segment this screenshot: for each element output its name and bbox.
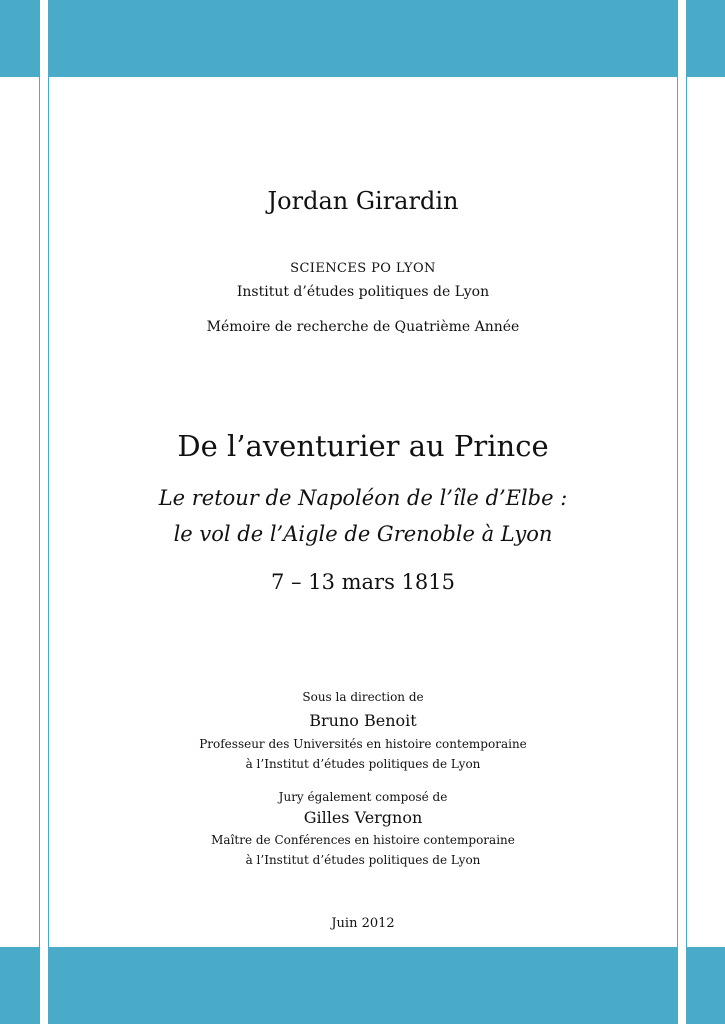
left-inner-rule	[48, 0, 49, 1024]
author-name: Jordan Girardin	[267, 187, 459, 215]
institute-name: Institut d’études politiques de Lyon	[236, 284, 490, 300]
direction-label: Sous la direction de	[302, 690, 424, 704]
date-range: 7 – 13 mars 1815	[271, 570, 455, 594]
left-outer-rule	[39, 0, 40, 1024]
right-outer-rule	[686, 0, 687, 1024]
director-role-line-2: à l’Institut d’études politiques de Lyon	[245, 757, 481, 771]
director-role-line-1: Professeur des Universités en histoire contemporaine	[199, 737, 527, 751]
right-inner-rule	[677, 0, 678, 1024]
top-left-band	[0, 0, 39, 77]
top-right-band	[687, 0, 725, 77]
bottom-right-band	[687, 947, 725, 1024]
thesis-type: Mémoire de recherche de Quatrième Année	[206, 319, 520, 335]
top-center-band	[49, 0, 677, 77]
subtitle-line-1: Le retour de Napoléon de l’île d’Elbe :	[158, 486, 568, 510]
jury-role-line-2: à l’Institut d’études politiques de Lyon	[245, 853, 481, 867]
director-name: Bruno Benoit	[309, 711, 417, 730]
school-name: SCIENCES PO LYON	[290, 261, 436, 276]
submission-date: Juin 2012	[331, 916, 395, 931]
bottom-center-band	[49, 947, 677, 1024]
document-title: De l’aventurier au Prince	[177, 429, 549, 463]
subtitle-line-2: le vol de l’Aigle de Grenoble à Lyon	[173, 522, 553, 546]
jury-role-line-1: Maître de Conférences en histoire contemporaine	[211, 833, 515, 847]
bottom-left-band	[0, 947, 39, 1024]
jury-member-name: Gilles Vergnon	[303, 808, 423, 827]
jury-label: Jury également composé de	[278, 790, 448, 804]
